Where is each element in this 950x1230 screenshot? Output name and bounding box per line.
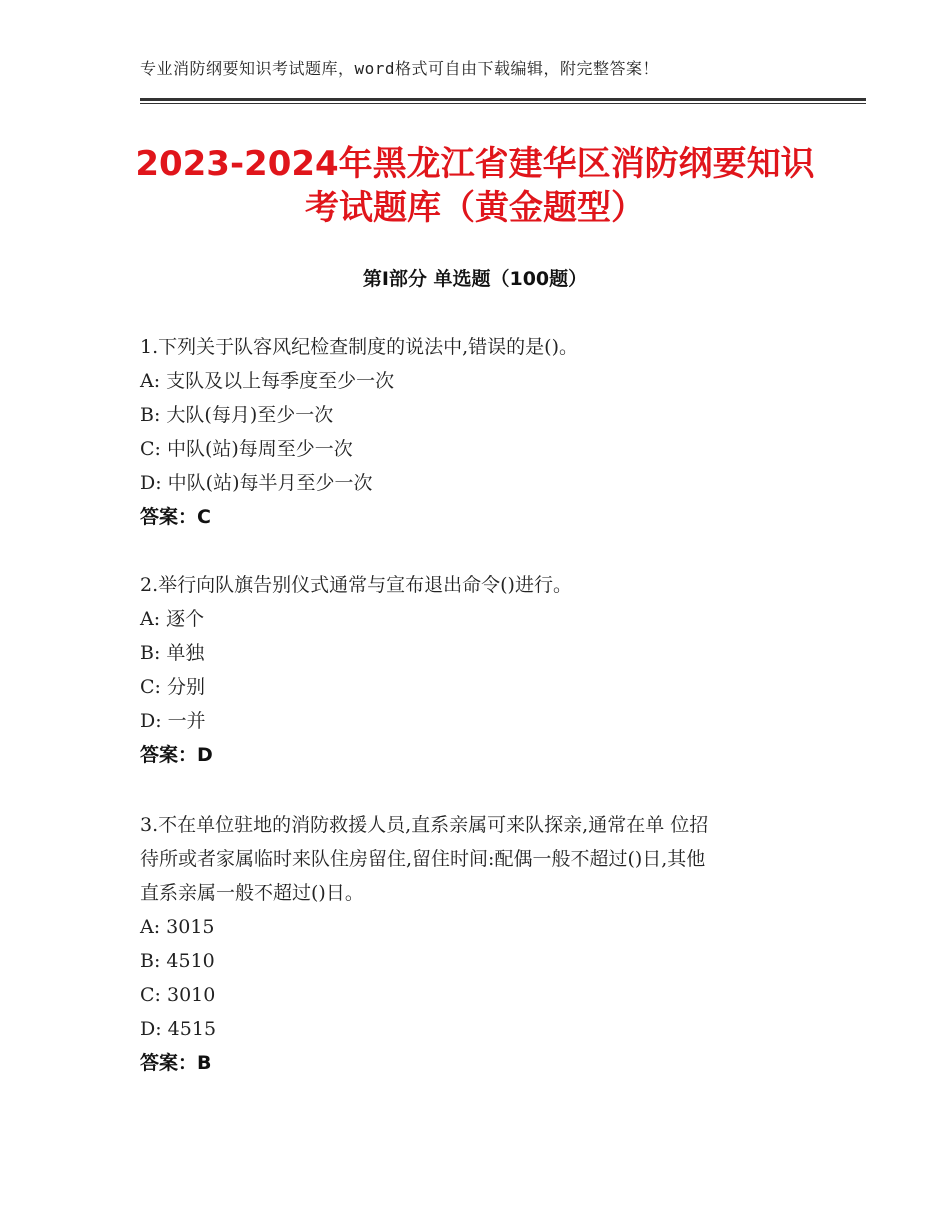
header-rule-thin [140,103,866,104]
answer: 答案：C [140,506,211,528]
question-stem-line-3: 直系亲属一般不超过()日。 [140,882,364,904]
answer: 答案：B [140,1052,212,1074]
option-b: B: 4510 [140,950,215,972]
question-2 [140,568,820,772]
header-rule-thick [140,98,866,101]
option-c: C: 3010 [140,984,216,1006]
header-note: 专业消防纲要知识考试题库，word格式可自由下载编辑，附完整答案！ [140,59,660,78]
option-a: A: 支队及以上每季度至少一次 [140,370,395,392]
question-stem: 1.下列关于队容风纪检查制度的说法中,错误的是()。 [140,336,578,358]
question-stem-line-2: 待所或者家属临时来队住房留住,留住时间:配偶一般不超过()日,其他 [140,848,706,870]
title-line-2: 考试题库（黄金题型） [305,188,645,228]
option-a: A: 逐个 [140,608,205,630]
question-stem: 2.举行向队旗告别仪式通常与宣布退出命令()进行。 [140,574,572,596]
option-b: B: 单独 [140,642,205,664]
option-d: D: 中队(站)每半月至少一次 [140,472,373,494]
option-d: D: 一并 [140,710,206,732]
question-1 [140,330,820,534]
question-3 [140,808,820,1080]
option-d: D: 4515 [140,1018,217,1040]
option-c: C: 中队(站)每周至少一次 [140,438,353,460]
section-heading: 第Ⅰ部分 单选题（100题） [362,268,588,290]
option-b: B: 大队(每月)至少一次 [140,404,334,426]
answer: 答案：D [140,744,213,766]
document-title [100,142,850,230]
option-a: A: 3015 [140,916,215,938]
title-line-1: 2023-2024年黑龙江省建华区消防纲要知识 [135,144,815,184]
option-c: C: 分别 [140,676,205,698]
question-stem-line-1: 3.不在单位驻地的消防救援人员,直系亲属可来队探亲,通常在单 位招 [140,814,709,836]
